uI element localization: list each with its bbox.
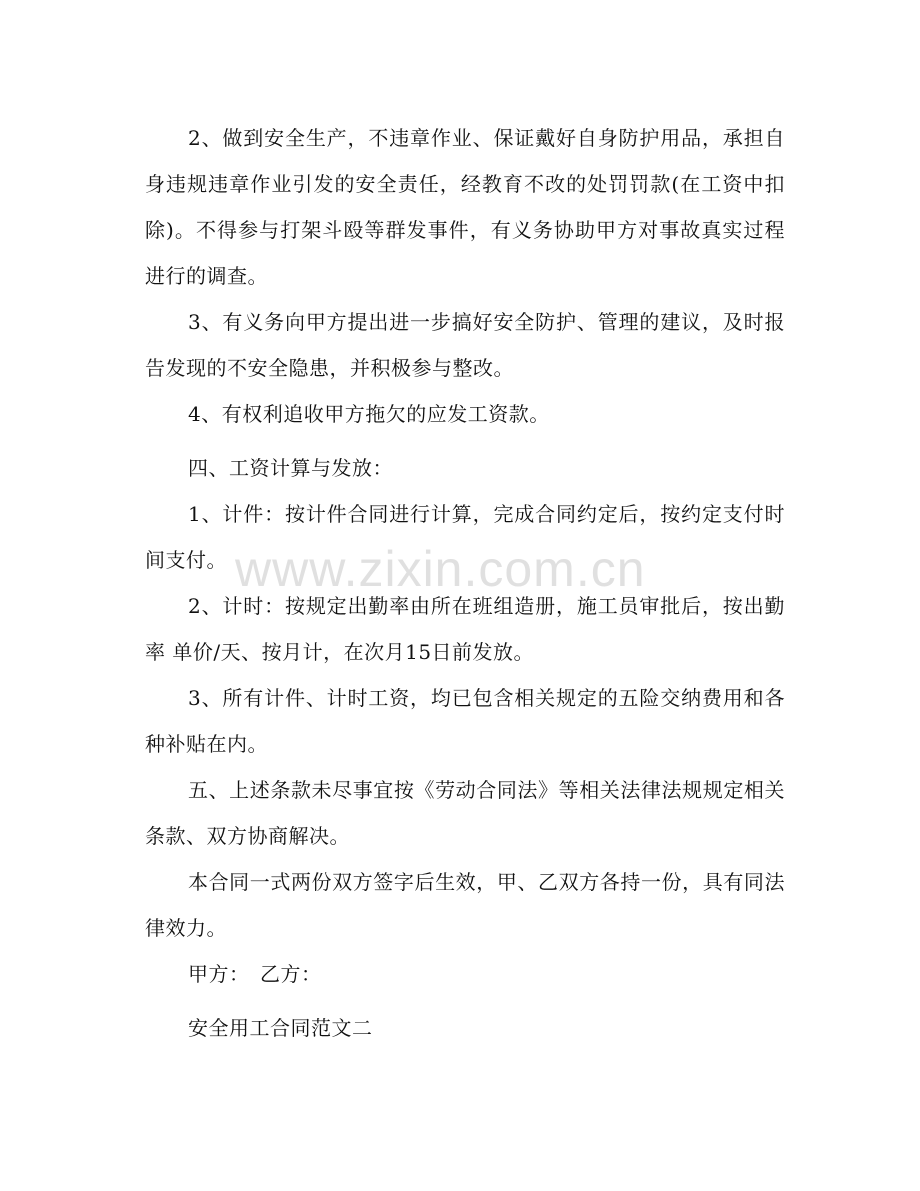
paragraph-suggestion-duty: 3、有义务向甲方提出进一步搞好安全防护、管理的建议，及时报告发现的不安全隐患，并积极参与整改。 [145, 310, 785, 380]
paragraph-unspecified-matters: 五、上述条款未尽事宜按《劳动合同法》等相关法律法规规定相关条款、双方协商解决。 [145, 778, 785, 848]
paragraph-inclusive-wages: 3、所有计件、计时工资，均已包含相关规定的五险交纳费用和各种补贴在内。 [145, 686, 785, 756]
signature-line: 甲方： 乙方： [188, 962, 322, 986]
paragraph-safety-duty: 2、做到安全生产，不违章作业、保证戴好自身防护用品，承担自身违规违章作业引发的安全责任，经教育不改的处罚罚款(在工资中扣除)。不得参与打架斗殴等群发事件，有义务协助甲方对事故真实过程进行的调查。 [145, 126, 785, 288]
watermark: www.zixin.com.cn [235, 541, 646, 597]
paragraph-contract-copies: 本合同一式两份双方签字后生效，甲、乙双方各持一份，具有同法律效力。 [145, 870, 785, 940]
paragraph-piecework: 1、计件：按计件合同进行计算，完成合同约定后，按约定支付时间支付。 [145, 502, 785, 572]
paragraph-hourly: 2、计时：按规定出勤率由所在班组造册，施工员审批后，按出勤率 单价/天、按月计，在次月15日前发放。 [145, 594, 785, 664]
paragraph-wage-claim-right: 4、有权利追收甲方拖欠的应发工资款。 [188, 402, 550, 426]
next-section-title: 安全用工合同范文二 [188, 1016, 373, 1040]
section-heading-wages: 四、工资计算与发放： [188, 456, 393, 480]
